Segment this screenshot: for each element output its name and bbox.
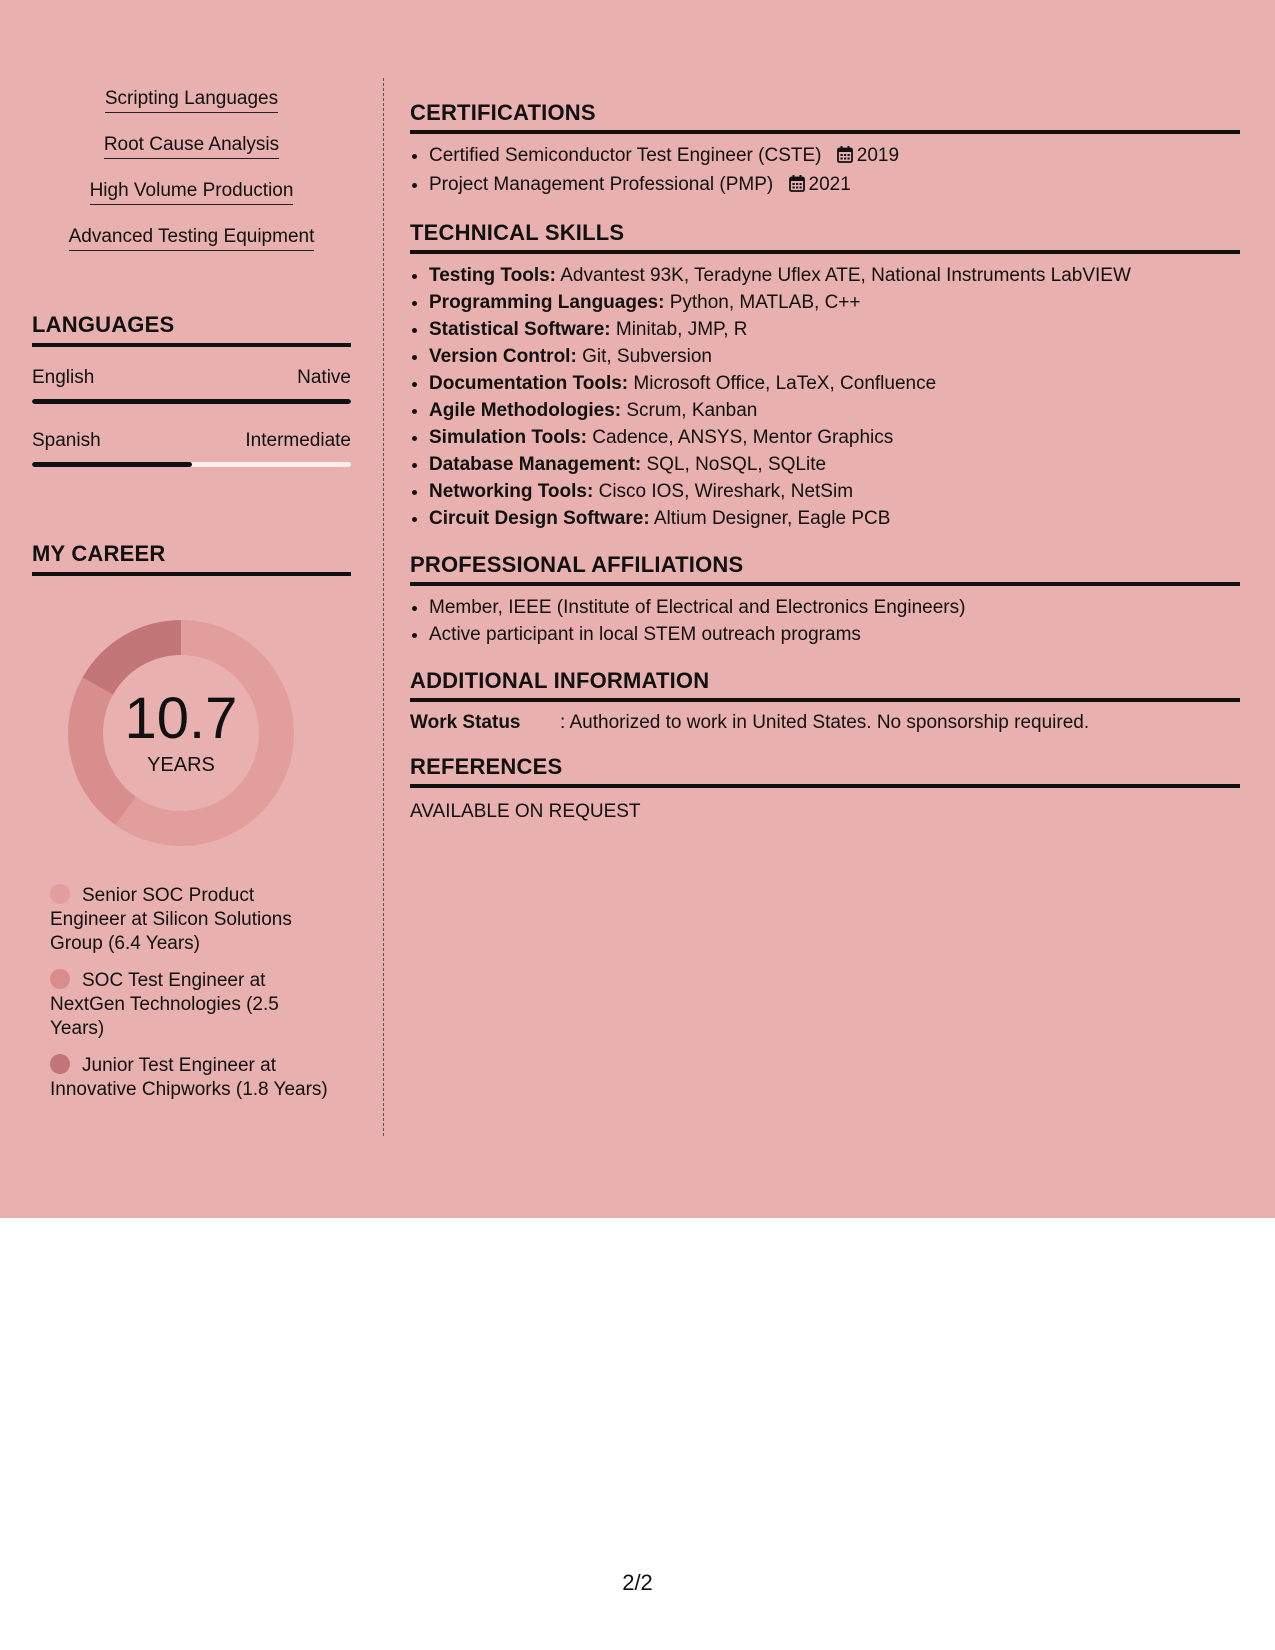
- skill-label: Documentation Tools:: [429, 373, 629, 394]
- certifications-list: [410, 142, 1240, 200]
- calendar-icon: [789, 173, 805, 200]
- languages-heading: LANGUAGES: [32, 312, 351, 347]
- work-status-label: Work Status: [410, 712, 521, 733]
- career-item: [50, 884, 331, 956]
- skill-item: [429, 424, 1240, 451]
- skill-tag: Advanced Testing Equipment: [69, 226, 315, 251]
- career-item-text: Junior Test Engineer at Innovative Chipworks (1.8 Years): [50, 1055, 328, 1100]
- skill-tag: Root Cause Analysis: [104, 134, 279, 159]
- certification-year: 2019: [856, 145, 900, 166]
- additional-info-heading: ADDITIONAL INFORMATION: [410, 668, 1240, 702]
- page-number: 2/2: [622, 1570, 653, 1595]
- skill-item: [429, 289, 1240, 316]
- donut-segment-3: [83, 620, 181, 695]
- skill-item: [429, 370, 1240, 397]
- skill-item: [429, 262, 1240, 289]
- career-donut: [66, 618, 296, 848]
- skill-value: Scrum, Kanban: [621, 400, 758, 421]
- language-level: Intermediate: [245, 430, 351, 451]
- column-divider: [383, 78, 384, 1136]
- skill-value: Altium Designer, Eagle PCB: [649, 508, 891, 529]
- career-total-years: 10.7: [124, 686, 238, 751]
- sidebar: [32, 78, 351, 1115]
- certification-name: Certified Semiconductor Test Engineer (CSTE): [429, 145, 822, 166]
- skill-value: Advantest 93K, Teradyne Uflex ATE, National Instruments LabVIEW: [556, 265, 1131, 286]
- language-name: English: [32, 367, 95, 388]
- calendar-icon: [837, 144, 853, 171]
- skill-item: [429, 478, 1240, 505]
- skill-tag: High Volume Production: [90, 180, 294, 205]
- certification-item: [429, 171, 1240, 200]
- certification-name: Project Management Professional (PMP): [429, 174, 774, 195]
- language-item: [32, 367, 351, 404]
- technical-skills-list: [410, 262, 1240, 532]
- skill-value: Git, Subversion: [576, 346, 712, 367]
- skill-value: SQL, NoSQL, SQLite: [641, 454, 827, 475]
- skill-value: Cadence, ANSYS, Mentor Graphics: [586, 427, 894, 448]
- references-heading: REFERENCES: [410, 754, 1240, 788]
- main-content: [410, 78, 1240, 823]
- skill-item: [429, 316, 1240, 343]
- career-heading: MY CAREER: [32, 541, 351, 576]
- skill-value: Minitab, JMP, R: [610, 319, 748, 340]
- references-text: AVAILABLE ON REQUEST: [410, 801, 641, 822]
- skill-value: Microsoft Office, LaTeX, Confluence: [628, 373, 937, 394]
- skill-label: Agile Methodologies:: [429, 400, 622, 421]
- skill-item: [429, 397, 1240, 424]
- career-legend-dot: [50, 884, 70, 904]
- skill-item: [429, 343, 1240, 370]
- certification-item: [429, 142, 1240, 171]
- skill-label: Circuit Design Software:: [429, 508, 650, 529]
- affiliation-item: • Active participant in local STEM outreach programs: [429, 621, 1240, 648]
- language-level: Native: [297, 367, 351, 388]
- language-bar-fill: [32, 462, 192, 467]
- affiliations-heading: PROFESSIONAL AFFILIATIONS: [410, 552, 1240, 586]
- career-item: [50, 969, 331, 1041]
- language-bar: [32, 462, 351, 467]
- language-name: Spanish: [32, 430, 101, 451]
- skill-value: Cisco IOS, Wireshark, NetSim: [593, 481, 854, 502]
- career-total-unit: YEARS: [147, 754, 215, 776]
- skill-label: Statistical Software:: [429, 319, 611, 340]
- skill-label: Testing Tools:: [429, 265, 557, 286]
- skill-tag: Scripting Languages: [105, 88, 278, 113]
- work-status-value: : Authorized to work in United States. No sponsorship required.: [560, 712, 1090, 733]
- skill-label: Programming Languages:: [429, 292, 665, 313]
- skill-label: Simulation Tools:: [429, 427, 587, 448]
- career-list: [32, 884, 351, 1102]
- technical-skills-heading: TECHNICAL SKILLS: [410, 220, 1240, 254]
- skill-label: Networking Tools:: [429, 481, 594, 502]
- affiliations-list: [410, 594, 1240, 648]
- skill-label: Version Control:: [429, 346, 577, 367]
- certification-year: 2021: [808, 174, 851, 195]
- certifications-heading: CERTIFICATIONS: [410, 100, 1240, 134]
- skill-value: Python, MATLAB, C++: [664, 292, 861, 313]
- language-bar-fill: [32, 399, 351, 404]
- career-item-text: Senior SOC Product Engineer at Silicon Solutions Group (6.4 Years): [50, 885, 292, 954]
- career-item-text: SOC Test Engineer at NextGen Technologies (2.5 Years): [50, 970, 279, 1039]
- skill-item: [429, 505, 1240, 532]
- skill-label: Database Management:: [429, 454, 642, 475]
- language-bar: [32, 399, 351, 404]
- language-item: [32, 430, 351, 467]
- skill-tags: [32, 78, 351, 262]
- work-status-row: [410, 712, 1240, 734]
- career-legend-dot: [50, 1054, 70, 1074]
- skill-item: [429, 451, 1240, 478]
- career-legend-dot: [50, 969, 70, 989]
- affiliation-item: • Member, IEEE (Institute of Electrical and Electronics Engineers): [429, 594, 1240, 621]
- career-item: [50, 1054, 331, 1102]
